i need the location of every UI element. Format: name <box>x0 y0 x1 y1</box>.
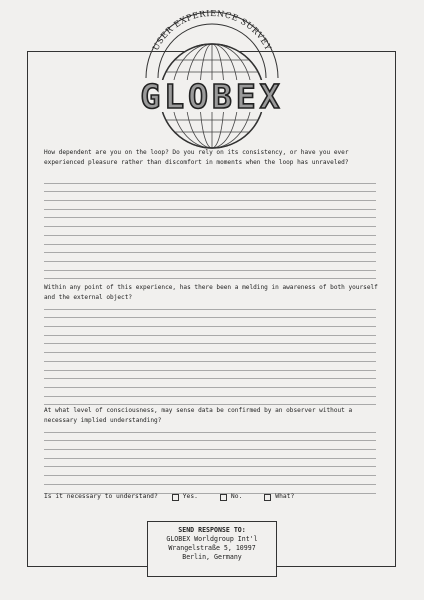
option-no[interactable]: No. <box>220 492 242 502</box>
checkbox-what[interactable] <box>264 494 271 501</box>
checkbox-yes[interactable] <box>172 494 179 501</box>
final-question <box>44 492 384 502</box>
survey-arc-text: USER EXPERIENCE SURVEY <box>150 10 274 53</box>
final-question-text: Is it necessary to understand? <box>44 493 158 500</box>
question-3: At what level of consciousness, may sense data be confirmed by an observer without a necessary implied understanding? <box>44 407 353 424</box>
answer-lines-1[interactable] <box>44 175 376 279</box>
send-response-box <box>147 521 277 577</box>
globex-logo <box>118 10 306 160</box>
checkbox-no[interactable] <box>220 494 227 501</box>
send-line-3: Berlin, Germany <box>182 553 242 561</box>
send-line-2: Wrangelstraße 5, 10997 <box>168 544 256 552</box>
question-1: How dependent are you on the loop? Do you rely on its consistency, or have you ever experienced pleasure rather than discomfort in moments when the loop has unraveled? <box>44 149 349 166</box>
answer-lines-3[interactable] <box>44 424 376 494</box>
question-2: Within any point of this experience, has there been a melding in awareness of both yourself and the external object? <box>44 284 378 301</box>
send-heading: SEND RESPONSE TO: <box>178 526 246 534</box>
option-yes[interactable]: Yes. <box>172 492 198 502</box>
option-what[interactable]: What? <box>264 492 294 502</box>
send-line-1: GLOBEX Worldgroup Int'l <box>166 535 258 543</box>
logo-wordmark: GLOBEX <box>140 77 284 116</box>
answer-lines-2[interactable] <box>44 301 376 405</box>
